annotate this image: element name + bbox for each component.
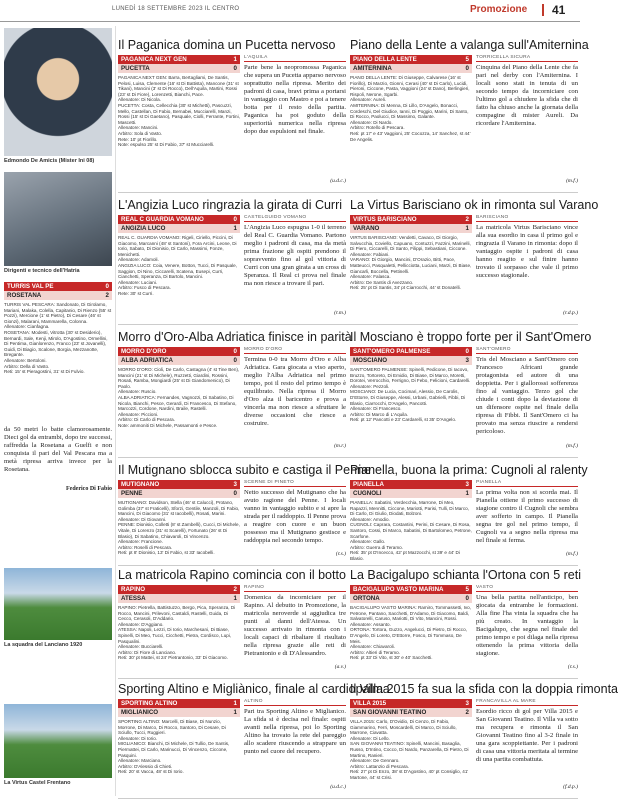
- lineup-line: MUTIGNANO: Davidson, Stella (46' st Calucci), Protano, Golimba (37' st Fraticelli), Sforzi, Gentile, Manzoli, Di Fabio, Mancini, Di Giacomo (31' st Iacobelli), Rosati, Marini.: [118, 500, 240, 517]
- article-body: La matricola Virtus Barisciano vince alla sua esordio in casa il primo gol e ringrazia il Varano in rimonta: dopo il vantaggio ospite i padroni di casa hanno reagito e sul finire hanno trovato il sorpasso che vale il primo successo stagionale.: [476, 224, 578, 279]
- home-team-header: [350, 480, 472, 489]
- lineups: [350, 73, 472, 185]
- article-body: Pari tra Sporting Altino e Miglianico. La sfida si è decisa nel finale: ospiti avanti nella ripresa, poi lo Sporting Altino ha trovato la rete del pareggio allo scadere riuscendo a strappare un punto nel cuore del recupero.: [244, 708, 346, 755]
- match-article: [350, 198, 599, 322]
- lineup-line: Reti: 15' st Pieragostini, 31' st Di Fulvio.: [4, 369, 85, 375]
- article-initials: (m.f.): [566, 178, 578, 184]
- match-article: [350, 568, 581, 676]
- match-article: [118, 568, 346, 676]
- article-title: Il Paganica domina un Pucetta nervoso: [118, 38, 336, 52]
- lineup-line: Reti: 27' pt Di Enzo, 38' st D'Agostino, 40' pt Consiglio, 41' Martone, 44' st Crisi.: [350, 769, 469, 780]
- article-initials: (r.d.p.): [563, 310, 578, 316]
- lineup-line: VILLA 2015: Carlo, D'Ovidio, Di Cenzo, Di Fabio, Giammarino, Ferri, Moscardelli, Di Marco, Di Sciullo, Marrone, Ciavatta.: [350, 719, 457, 736]
- dateline: FRANCAVILLA AL MARE: [476, 699, 578, 706]
- lineup-line: Arbitro: De Santis di Avezzano.: [350, 279, 414, 285]
- away-score: 0: [465, 595, 469, 602]
- article-initials: (u.d.c.): [330, 784, 346, 790]
- away-score: 1: [465, 225, 469, 232]
- lineup-line: Allenatore: Bucciarelli.: [118, 644, 164, 650]
- lineup-line: Allenatore: Di Iorio.: [118, 735, 158, 741]
- lineup-line: Rete: 30' st Curri.: [118, 290, 154, 296]
- home-score: 0: [105, 283, 109, 290]
- lineup-line: Rete: 10' pt Fiorillo.: [118, 136, 158, 142]
- lineup-line: Reti: pt 33' Di Vito, st 30' e 40' Sacchetti.: [350, 655, 433, 661]
- team-staff-photo: [4, 172, 112, 266]
- away-team-header: [350, 489, 472, 498]
- home-score: 0: [233, 348, 237, 355]
- top-bar: [0, 0, 580, 22]
- lineup-line: Allenatore: Marciano.: [118, 758, 162, 764]
- article-body: Termina 0-0 tra Morro d'Oro e Alba Adriatica. Gara giocata a viso aperto, meglio l'Alba Adriatica nel primo tempo, poi il resto del primo tempo è equilibrato. Nella ripresa il Morro d'Oro alza il baricentro e prova a vincerla ma non riesce a sfruttare le diverse occasioni che riesce a costruire.: [244, 356, 346, 427]
- row-divider: [118, 324, 578, 325]
- home-team-header: [118, 585, 240, 594]
- home-score: 5: [465, 586, 469, 593]
- match-article: [118, 38, 346, 190]
- lineup-line: PAGANICA NEXT GEN: Barra, Bertagliami, De Santis, Pelosi, Luisa, Clemente (16' st Di Battista), Mancone (31' st Tikani), Mancini (3' st Di Rocco), Dell'Aquila, Martini, Rossi (23' st Di Fiore), Lorenzetti, Bianchi, Pace.: [118, 75, 239, 97]
- lineup-line: Arbitro: Lattanzio di Pescara.: [350, 763, 409, 769]
- lineup-line: REAL C. GUARDIA VOMANO: Rigeli, Ciriello, Piccini, Di Giacomo, Marcanni (48' st Santoni), Fora Arcini, Leone, Di Iorio, Sabato, Di Dionisio, Di Carlo, Massimi, Fonze, Menichetti.: [118, 235, 237, 257]
- away-team-name: CUGNOLI: [353, 490, 382, 497]
- lineup-line: Reti: pt 8' Dionisio, 13' Di Fabio, st 33' Iacobelli.: [118, 550, 215, 556]
- lineup-line: Allenatore: Francione.: [118, 539, 163, 545]
- lineup-line: Allenatore: Gallo.: [350, 539, 386, 545]
- row-divider: [118, 678, 578, 679]
- lineup-line: Arbitro: Della di Vasto.: [4, 363, 50, 369]
- lineup-line: Arbitro: Di Carlo di Pescara.: [118, 417, 175, 423]
- home-score: 2: [233, 586, 237, 593]
- section-name: Promozione: [470, 4, 528, 15]
- lineup-line: Reti: pt 17' e 43' Vaggioni, 25' Cocozza, 14' Sanchez, st 44' De Angelis.: [350, 130, 471, 142]
- lineup-line: ROSETANA: Modesti, Vitrotta (30' st Desiderio), Bernardi, Sale, Kenji, Mirolo, D'Agostino, Ormellini, Di Pentima, Gianlorenzo, Franco (23' st Jovanelli), Guidi, Di Biagio, Scalone, Borgia, Mezzanotte, Bregante.: [4, 329, 108, 358]
- lineup-line: ANGIZIA LUCO: Coia, Venere, Botton, Tucci, Di Pasquale, Saggion, Di Nino, Ciccarelli, Scatena, Eusepi, Curri, Cianchetti, Speranza, Di Bartolo, Mancini.: [118, 262, 237, 280]
- away-score: 0: [233, 357, 237, 364]
- home-team-name: REAL C GUARDIA VOMANO: [121, 216, 204, 223]
- lineup-line: Reti: 20' st Vacca, 48' st Di Iorio.: [118, 769, 184, 775]
- article-title: Il Mosciano è troppo forte per il Sant'Omero: [350, 330, 592, 344]
- home-team-name: SANT'OMERO PALMENSE: [353, 348, 431, 355]
- away-team-header: [350, 224, 472, 233]
- lineup-line: Arbitro: Di Marco di L'Aquila.: [350, 411, 409, 417]
- date-paper: LUNEDÌ 18 SETTEMBRE 2023 IL CENTRO: [112, 6, 240, 12]
- home-team-name: RAPINO: [121, 586, 146, 593]
- home-team-header: [350, 699, 472, 708]
- home-team-header: [118, 480, 240, 489]
- lineups: [118, 233, 240, 317]
- article-initials: (r.s.): [335, 551, 346, 557]
- home-team-header: [350, 55, 472, 64]
- lineup-line: Allenatore: Ruscio.: [118, 389, 157, 395]
- article-initials: (r.m.): [334, 310, 346, 316]
- home-team-header: [350, 347, 472, 356]
- article-body: La prima volta non si scorda mai. Il Pianella ottiene il primo successo di stagione contro il Cugnoli che sembra aver sofferto in campo. Il Pianella segna tre gol nel primo tempo, il Cugnoli va a segno nella ripresa ma nel finale si ferma.: [476, 489, 578, 544]
- away-team-header: [350, 708, 472, 717]
- article-initials: (m.f.): [566, 551, 578, 557]
- away-score: 2: [105, 292, 109, 299]
- lineup-line: Allenatore: Aureli.: [350, 97, 387, 103]
- dateline: SANT'OMERO: [476, 347, 578, 354]
- article-initials: (m.r.): [334, 443, 346, 449]
- photo-caption-4: La Virtus Castel Frentano: [4, 780, 71, 786]
- away-team-header: [4, 291, 112, 300]
- lineup-line: Note: ammoniti Di Michele, Passamonti e Pesce.: [118, 422, 218, 428]
- row-divider: [118, 565, 578, 566]
- away-team-name: ANGIZIA LUCO: [121, 225, 166, 232]
- away-team-name: ATESSA: [121, 595, 146, 602]
- article-title: Sporting Altino e Migliànico, finale al cardiopalma: [118, 682, 390, 696]
- lineup-line: Arbitro: D'Alessio di Chieti.: [118, 763, 173, 769]
- lineups: [118, 717, 240, 791]
- home-team-header: [118, 347, 240, 356]
- column-divider: [115, 26, 116, 796]
- lineups: [118, 498, 240, 558]
- lineup-line: Allenatore: Luciani.: [118, 279, 158, 285]
- lineup-line: Allenatore: Di Giovanni.: [118, 516, 167, 522]
- home-team-header: [118, 55, 240, 64]
- article-initials: (r.s.): [567, 664, 578, 670]
- article-title: Il Mutignano sblocca subito e castiga il Penne: [118, 463, 371, 477]
- lineup-line: Allenatore: Cianfagna.: [4, 324, 50, 330]
- dateline: TORRICELLA SICURA: [476, 55, 578, 62]
- lineup-line: Allenatore: Di Nicola.: [118, 97, 161, 103]
- article-body: Cinquina del Piano della Lente che fa pari nel derby con l'Amiternina. I locali sono stati in tenuta di un secondo tempo da incorniciare con l'ultimo gol a chiudere la sfida che di fatto ha chiuso anche la giornata della compagine di mister Aureli. Da ricordare l'Amiternina.: [476, 64, 578, 127]
- lineup-line: Allenatore: Chiavaroli.: [350, 644, 395, 650]
- home-team-name: VIRTUS BARISCIANO: [353, 216, 417, 223]
- dateline: MORRO D'ORO: [244, 347, 346, 354]
- lineup-line: Arbitro: Rotello di Pescara.: [350, 125, 405, 131]
- lineup-line: PUCETTA: Costa, Cellecchia (30' st Michetti), Pascuzzi, Mello, Castellan, Di Fabio, Bernabei, Mucciarelli, Manzi, Rossi (15' st Di Gaetano), Pasquale, Ciolli, Ferrante, Fortini, Mascetti.: [118, 102, 240, 125]
- article-body: Tris del Mosciano a Sant'Omero con Francesco Africani grande protagonista ed autore di una doppietta. Per i giallorossi sofferenza fino al vantaggio. Terzo gol che chiude i conti dopo la deviazione di un difensore ospite nel finale della ripresa di Fibbi. Il Sant'Omero ci ha provato ma senza riuscire a rendersi pericoloso.: [476, 356, 578, 435]
- lineup-line: Allenatore: Assanto.: [350, 621, 391, 627]
- lineup-line: Arbitro: Fusco di Pescara.: [118, 285, 171, 291]
- team-photo-castel-frentano: [4, 704, 112, 778]
- article-initials: (m.f.): [566, 443, 578, 449]
- lineup-line: SANT'OMERO PALMENSE: Spinelli, Pedicone, Di Iacovo, Bruzzo, Tortoreto, Di Emidio, Di Biase, Di Marco, Moretti, Dorotei, Verrocchio, Ferrigno, Di Febo, Felicioni, Cardarelli.: [350, 367, 471, 384]
- photo-caption-3: La squadra del Lanciano 1920: [4, 642, 83, 648]
- lineup-line: Reti: 35' pt D'Incecco, 42' pt Mazzocchi, st 39' e 44' Di Blasio.: [350, 550, 460, 561]
- photo-caption-2: Dirigenti e tecnico dell'Hatria: [4, 268, 80, 274]
- home-score: 3: [233, 481, 237, 488]
- home-score: 3: [465, 700, 469, 707]
- coach-photo: [4, 28, 112, 156]
- page-number: 41: [552, 3, 566, 17]
- away-team-header: [350, 356, 472, 365]
- lineup-line: Allenatore: Falasca.: [350, 274, 391, 280]
- lineup-line: Arbitro: Di Fiore di Lanciano.: [118, 649, 177, 655]
- article-initials: (u.d.c.): [330, 178, 346, 184]
- home-score: 2: [465, 216, 469, 223]
- dateline: VASTO: [476, 585, 578, 592]
- lineup-line: SPORTING ALTINO: Marcelli, Di Biase, Di Nunzio, Morrone, Di Marco, Di Rocco, Santoro, Di Cesare, Di Sciullo, Tucci, Ruggieri.: [118, 719, 226, 736]
- home-team-header: [118, 699, 240, 708]
- dateline: RAPINO: [244, 585, 346, 592]
- match-article: [118, 198, 346, 322]
- lineups: [350, 498, 472, 561]
- lineup-line: Arbitro: Guerra di Teramo.: [350, 544, 404, 550]
- lineup-line: ATESSA: Napoli, Lezzi, Di Iorio, Marchesani, Di Biase, Spinelli, Di Meo, Tucci, Cicchetti, Pietra, Cordisco, Lupi, Pasqualini.: [118, 627, 232, 644]
- home-team-name: BACIGALUPO VASTO MARINA: [353, 586, 444, 593]
- lineup-line: VIRTUS BARISCIANO: Vendetti, Cavaco, Di Giorgio, Salvucchia, Coviello, Capuano, Contuzzi, Fazzini, Marinelli, Di Piero, Ciccarelli, Di Santo, Filippi, Sebastiani, Ciccone.: [350, 235, 471, 252]
- article-body: Domenica da incorniciare per il Rapino. Al debutto in Promozione, la matricola neroverde si aggiudica tre punti al danni dell'Atessa. Un successo arrivato in rimonta con i locali capaci di ribaltare il risultato nella ripresa grazie alle reti di Pietrantonio e di D'Alessandro.: [244, 594, 346, 657]
- home-team-header: [118, 215, 240, 224]
- home-team-name: TURRIS VAL PE: [7, 283, 54, 290]
- home-score: 1: [233, 700, 237, 707]
- lineup-line: MIGLIANICO: Bianchi, Di Michele, Di Tullio, De Santis, Piermattei, Di Carlo, Marinucci, Di Vincenzo, Ciccone, Pasquini.: [118, 741, 230, 758]
- lineup-line: Allenatore: Mancini.: [118, 125, 159, 131]
- home-team-name: PAGANICA NEXT GEN: [121, 56, 187, 63]
- away-team-name: ORTONA: [353, 595, 380, 602]
- lineup-line: PIANELLA: Sabatini, Verdecchia, Marrone, Di Meo, Rapazzi, Mennitti, Ciccone, Mariotti, Parisi, Tulli, Di Marco, Di Carlo, Di Giulio, Diodati, Bolzoni.: [350, 500, 469, 517]
- lineup-line: Allenatore: Di Nardo.: [350, 119, 393, 125]
- article-body: Parte bene la neopromossa Paganica che supera un Pucetta apparso nervoso soprattutto nella ripresa. Merito dei padroni di casa, bravi prima a portarsi in vantaggio con Mastro e poi a tenere botta per il resto della partita. Paganica ha poi goduto della superiorità numerica nella ripresa dopo due espulsioni nel finale.: [244, 64, 346, 135]
- away-team-name: PUCETTA: [121, 65, 150, 72]
- article-title: La Virtus Barisciano ok in rimonta sul Varano: [350, 198, 599, 212]
- lineup-line: Allenatore: Bertoloni.: [4, 357, 47, 363]
- away-team-header: [118, 489, 240, 498]
- away-team-header: [118, 708, 240, 717]
- away-team-header: [118, 594, 240, 603]
- lineup-line: Allenatore: Adamoli.: [118, 257, 159, 263]
- dateline: ALTINO: [244, 699, 346, 706]
- article-title: Piano della Lente a valanga sull'Amiternina: [350, 38, 589, 52]
- article-title: Pianella, buona la prima: Cugnoli al ralenty: [350, 463, 588, 477]
- lineup-line: TURRIS VAL PESCARA: Sandonato, Di Girolamo, Mariani, Malaka, Colella, Capitanio, Di Rienzo (55' st Pozzi), Mercione (1' st Pietro), Di Cesare (46' st Gionzi), Malarani, Mammarella, Colonna.: [4, 302, 112, 324]
- home-score: 0: [465, 348, 469, 355]
- away-team-name: MOSCIANO: [353, 357, 388, 364]
- dateline: BARISCIANO: [476, 215, 578, 222]
- dateline: SCERNE DI PINETO: [244, 480, 346, 487]
- photo-caption-1: Edmondo De Amicis (Mister Ini 08): [4, 158, 95, 164]
- away-score: 2: [465, 709, 469, 716]
- article-initials: (a.v.): [334, 664, 346, 670]
- match-article: [350, 463, 588, 563]
- score-box-left: [4, 282, 112, 420]
- away-score: 3: [465, 357, 469, 364]
- lineup-line: Arbitro: Roselli di Pescara.: [118, 544, 173, 550]
- home-team-header: [4, 282, 112, 291]
- lineup-line: PENNE: Dionisio, Colletti (8' st Zambelli), Cucci, Di Michele, Vitale, Di Lorenzo (31' st Scarelli), Fortunato (26' st Di Blasio), Di Sabatino, Chiavaroli, Di Vincenzo.: [118, 522, 240, 539]
- article-text-left: da 50 metri lo batte clamorosamente. Dieci gol da entrambi, dopo tre successi, raffredda la Rosetana a Guelfi e non conquista il pari del Val Pescara ma a metà ripresa arriva invece per la Rosetana.: [4, 426, 112, 473]
- lineups: [118, 365, 240, 450]
- article-body: Netto successo del Mutignano che ha avuto ragione del Penne. I locali vanno in vantaggio subito e si apre la strada per il raddoppio. Il Penne prova a reagire con cuore e un buon possesso ma il Mutignano gestisce e raddoppia nel secondo tempo.: [244, 489, 346, 544]
- home-team-name: MORRO D'ORO: [121, 348, 167, 355]
- lineup-line: CUGNOLI: Caprara, Costantini, Perini, Di Cesare, Di Rosa, Santoro, Cossi, Di Marco, Sabatini, Di Bartolomeo, Petrone, Scarfone.: [350, 522, 472, 539]
- dateline: CASTELGUIDO VOMANO: [244, 215, 346, 222]
- lineup-line: Allenatore: Piccioni.: [118, 411, 159, 417]
- lineups: [350, 603, 472, 671]
- team-photo-lanciano: [4, 568, 112, 640]
- home-team-name: VILLA 2015: [353, 700, 387, 707]
- away-team-header: [350, 64, 472, 73]
- lineup-line: Note: espulso 25' st Di Fabio, 37' st Mucciarelli.: [118, 142, 215, 148]
- away-team-header: [118, 64, 240, 73]
- home-team-name: SPORTING ALTINO: [121, 700, 178, 707]
- lineup-line: Allenatore: Amodio.: [350, 516, 390, 522]
- away-team-name: MIGLIANICO: [121, 709, 159, 716]
- home-team-header: [350, 215, 472, 224]
- row-divider: [118, 192, 578, 193]
- home-score: 3: [465, 481, 469, 488]
- away-score: 0: [233, 490, 237, 497]
- away-team-header: [118, 224, 240, 233]
- byline-left: Federico Di Fabio: [66, 486, 112, 492]
- home-team-name: MUTIGNANO: [121, 481, 160, 488]
- lineup-line: MOSCIANO: De Lucia, Cocimari, Alessio, De Carolis, D'Ettorre, Di Giuseppe, Alessi, Urbani, Gabrielli, Fibbi, Di Blasio, Ciarrocchi, D'Angelo, Pancotti.: [350, 389, 466, 406]
- match-article: [118, 330, 352, 455]
- match-article: [350, 38, 589, 190]
- lineups: [4, 300, 112, 420]
- away-team-name: VARANO: [353, 225, 380, 232]
- away-team-name: AMITERNINA: [353, 65, 392, 72]
- home-score: 0: [233, 216, 237, 223]
- home-score: 1: [233, 56, 237, 63]
- away-team-name: SAN GIOVANNI TEATINO: [353, 709, 427, 716]
- lineup-line: Reti: pt 12' Pancotti e 23' Cardarelli, st 35' D'Angelo.: [350, 417, 457, 423]
- section-divider: [542, 4, 544, 16]
- lineup-line: Allenatore: De Gennaro.: [350, 758, 400, 764]
- lineup-line: ALBA ADRIATICA: Fernandes, Vagnozzi, Di Sabatino, Di Nicola, Bianchi, Pesce, Gerardi, Di Francesco, Di Stefano, Marcozzi, Cordone, Nardini, Braile, Rastelli.: [118, 394, 237, 412]
- away-score: 1: [233, 595, 237, 602]
- home-team-header: [350, 585, 472, 594]
- away-team-name: ROSETANA: [7, 292, 42, 299]
- away-score: 0: [465, 65, 469, 72]
- lineup-line: ORTONA: Tortora, Guzzo, Angelucci, Di Pietro, Di Rocco, D'Angelo, Di Loreto, D'Ettorre, Fosco, Di Tommaso, De Meis.: [350, 627, 467, 644]
- article-body: Esordio ricco di gol per Villa 2015 e San Giovanni Teatino. Il Villa va sotto ma recupera e rimonta il San Giovanni Teatino fino al 3-2 finale in una gara scoppiettante. Per i padroni di casa una vittoria meritata al termine di una partita combattuta.: [476, 708, 578, 763]
- article-title: La Bacigalupo schianta l'Ortona con 5 reti: [350, 568, 581, 582]
- article-initials: (f.d.p.): [563, 784, 578, 790]
- lineups: [118, 73, 240, 185]
- match-article: [350, 330, 592, 455]
- lineup-line: Allenatore: Fabiani.: [350, 251, 390, 257]
- dateline: L'AQUILA: [244, 55, 346, 62]
- lineup-line: SAN GIOVANNI TEATINO: Spinelli, Mancini, Basaglia, Russo, D'Intino, Cocco, Di Nardo, Panzarella, Di Pietro, Di Martino, Ranieri.: [350, 741, 469, 758]
- away-team-name: PENNE: [121, 490, 143, 497]
- match-article: [350, 682, 618, 796]
- article-title: Morro d'Oro-Alba Adriatica finisce in parità: [118, 330, 352, 344]
- away-team-header: [118, 356, 240, 365]
- lineup-line: Arbitro: Sola di Vasto.: [118, 130, 163, 136]
- home-score: 5: [465, 56, 469, 63]
- row-divider: [118, 457, 578, 458]
- lineup-line: AMITERNINA: Di Menna, Di Lillo, D'Angelo, Bonacci, Cordeschi, Del Giudice, Ianni, Di Poggio, Marini, Di Santo, Di Rocco, Paolucci, Di Massimo, Galante.: [350, 102, 469, 120]
- article-body: L'Angizia Luco espugna 1-0 il terreno del Real C. Guardia Vomano. Partono meglio i padroni di casa, ma da metà prima frazione gli ospiti prendono il sopravvento fino al gol vittoria di Curri con una gran girata a un cross di Speranza. Il Real ci prova nel finale ma non riesce a trovare il pari.: [244, 224, 346, 287]
- away-score: 1: [233, 225, 237, 232]
- away-score: 0: [233, 65, 237, 72]
- away-team-header: [350, 594, 472, 603]
- article-title: La matricola Rapino comincia con il botto: [118, 568, 346, 582]
- lineup-line: Reti: 25' pt Di Santis, 34' pt Ciarrocchi, 44' st Donatelli.: [350, 285, 461, 291]
- lineups: [350, 717, 472, 791]
- lineup-line: Allenatore: Di Lello.: [350, 735, 390, 741]
- away-score: 1: [465, 490, 469, 497]
- lineup-line: Allenatore: Pezzoli.: [350, 383, 390, 389]
- home-team-name: PIANELLA: [353, 481, 384, 488]
- away-score: 1: [233, 709, 237, 716]
- article-title: L'Angizia Luco ringrazia la girata di Curri: [118, 198, 343, 212]
- lineups: [350, 233, 472, 317]
- away-team-name: ALBA ADRIATICA: [121, 357, 174, 364]
- lineup-line: RAPINO: Pietrella, Battistuzzo, Bergo, Pica, Speranza, Di Rocco, Mancini, Prilevoni, Castaldi, Rastelli, Guida, Di Cecco, Cerasoli, D'Addario.: [118, 605, 236, 622]
- lineup-line: VARANO: Di Giorgio, Mancini, D'Orazio, Bitti, Pace, Matteucci, Pasqualetti, Pellicciotta, Luciani, Marzi, Di Biase, Giancarli, Boccella, Pettinelli.: [350, 257, 472, 274]
- dateline: PIANELLA: [476, 480, 578, 487]
- lineup-line: Arbitro: Altieri di Teramo.: [350, 649, 400, 655]
- lineups: [118, 603, 240, 671]
- lineup-line: Allenatore: Di Francesco.: [350, 406, 402, 412]
- article-body: Una bella partita nell'anticipo, ben giocata da entrambe le formazioni. Alla fine l'ha vinta la squadra che ha più creato. In vantaggio la Bacigalupo, che segna nel finale del primo tempo e poi dilaga nella ripresa ottenendo la prima vittoria della stagione.: [476, 594, 578, 657]
- lineup-line: Allenatore: D'Aggiano.: [118, 621, 164, 627]
- article-title: Il Villa 2015 fa sua la sfida con la doppia rimonta: [350, 682, 618, 696]
- lineup-line: PIANO DELLA LENTE: Di Giuseppe, Calvarese (16' st Fiorillo), Di Marzio, Gionni, Cerasi (40' st Di Carlo), Lucidi, Pieroni, Ciccone, Pasta, Vaggioni (24' st Dano), Berlingieri, Rispoli, Nerone, Sgarbi.: [350, 75, 470, 97]
- lineup-line: BACIGALUPO VASTO MARINA: Ramiro, Tommassetti, Ivo, Petrone, Pantano, Sacchetti, D'Adamo, Di Giacomo, Baldi, Salvatorelli, Caruso, Mariotti, Di Vito, Mancini, Rossi.: [350, 605, 471, 622]
- home-team-name: PIANO DELLA LENTE: [353, 56, 417, 63]
- lineups: [350, 365, 472, 450]
- lineup-line: MORRO D'ORO: Cioli, De Carlo, Castagna (4' st Tine Ben), Mancini (21' st Di Michele), Ruzzetti, Giardini, Rossini, Rosati, Ramba, Mongiardi (25' st Di Giandomenico), Di Paolo.: [118, 367, 240, 389]
- lineup-line: Reti: 30' pt Mattei, st 24' Pietrantonio, 33' Di Giacomo.: [118, 655, 228, 661]
